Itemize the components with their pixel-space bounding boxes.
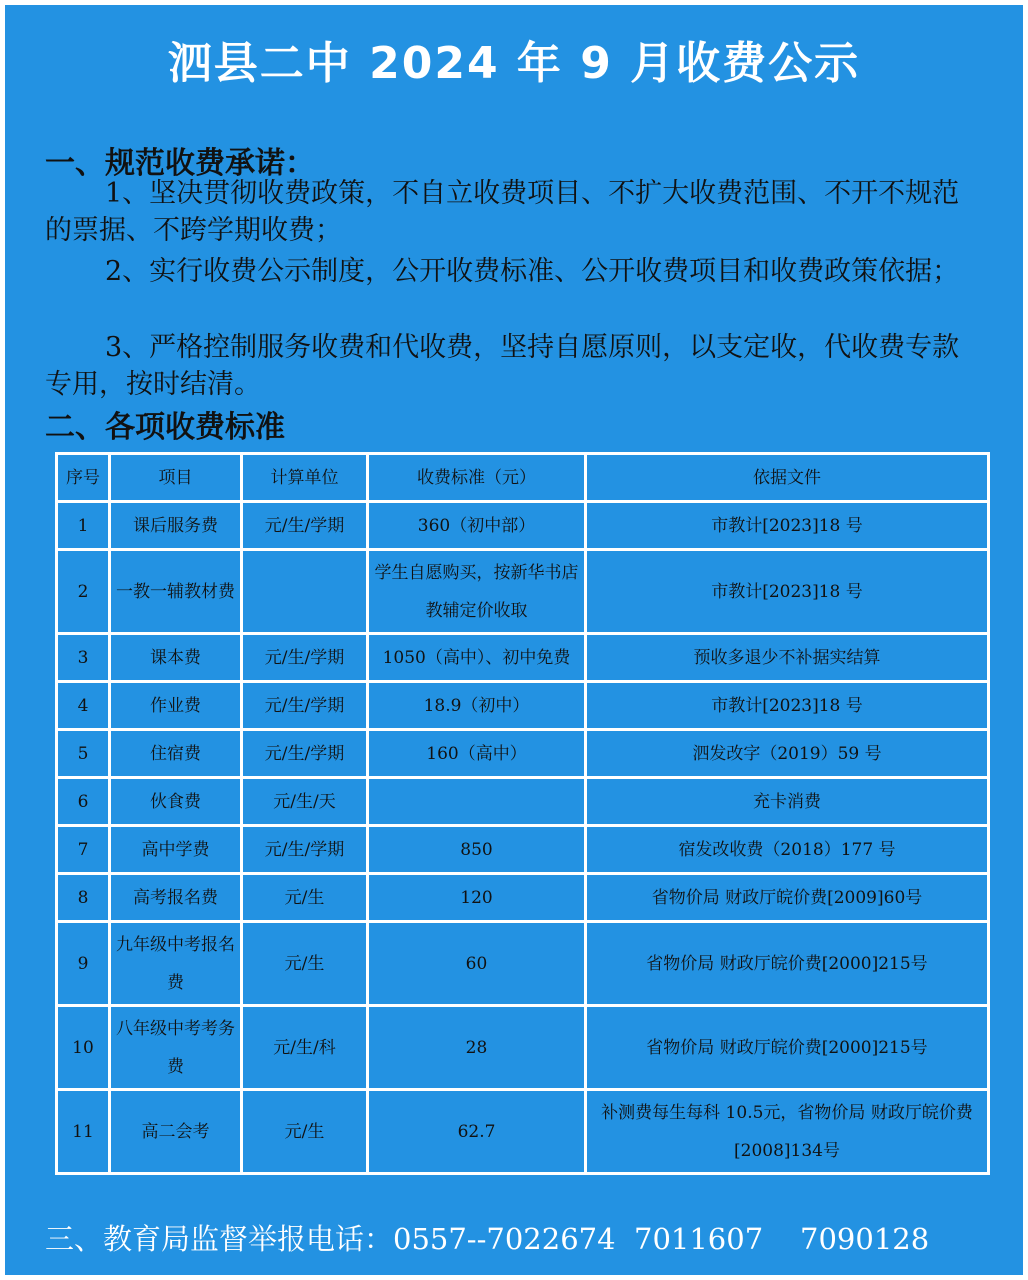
table-row bbox=[57, 1006, 989, 1090]
row-item: 高考报名费 bbox=[110, 874, 242, 922]
row-standard bbox=[368, 778, 586, 826]
row-item: 一教一辅教材费 bbox=[110, 550, 242, 634]
commitment-item-3: 3、严格控制服务收费和代收费，坚持自愿原则，以支定收，代收费专款专用，按时结清。 bbox=[45, 332, 960, 400]
row-index: 8 bbox=[57, 874, 110, 922]
table-row bbox=[57, 874, 989, 922]
section2-heading: 二、各项收费标准 bbox=[45, 410, 285, 445]
fee-table bbox=[55, 452, 990, 1175]
row-unit: 元/生/天 bbox=[242, 778, 368, 826]
row-basis: 预收多退少不补据实结算 bbox=[586, 634, 989, 682]
header-index: 序号 bbox=[57, 454, 110, 502]
table-row bbox=[57, 550, 989, 634]
row-item: 作业费 bbox=[110, 682, 242, 730]
table-row bbox=[57, 730, 989, 778]
row-index: 9 bbox=[57, 922, 110, 1006]
row-basis: 补测费每生每科 10.5元，省物价局 财政厅皖价费[2008]134号 bbox=[586, 1090, 989, 1174]
table-row bbox=[57, 778, 989, 826]
row-standard: 120 bbox=[368, 874, 586, 922]
header-item: 项目 bbox=[110, 454, 242, 502]
table-row bbox=[57, 1090, 989, 1174]
table-row bbox=[57, 826, 989, 874]
row-standard: 1050（高中）、初中免费 bbox=[368, 634, 586, 682]
row-index: 11 bbox=[57, 1090, 110, 1174]
row-item: 高中学费 bbox=[110, 826, 242, 874]
header-basis: 依据文件 bbox=[586, 454, 989, 502]
row-unit: 元/生/学期 bbox=[242, 730, 368, 778]
row-index: 7 bbox=[57, 826, 110, 874]
row-item: 课后服务费 bbox=[110, 502, 242, 550]
row-basis: 宿发改收费（2018）177 号 bbox=[586, 826, 989, 874]
row-index: 6 bbox=[57, 778, 110, 826]
row-standard: 28 bbox=[368, 1006, 586, 1090]
row-unit: 元/生 bbox=[242, 1090, 368, 1174]
row-index: 10 bbox=[57, 1006, 110, 1090]
row-item: 高二会考 bbox=[110, 1090, 242, 1174]
header-standard: 收费标准（元） bbox=[368, 454, 586, 502]
table-row bbox=[57, 682, 989, 730]
row-item: 课本费 bbox=[110, 634, 242, 682]
notice-board bbox=[5, 5, 1023, 1275]
row-index: 1 bbox=[57, 502, 110, 550]
row-item: 九年级中考报名费 bbox=[110, 922, 242, 1006]
header-unit: 计算单位 bbox=[242, 454, 368, 502]
row-basis: 市教计[2023]18 号 bbox=[586, 550, 989, 634]
row-unit: 元/生/科 bbox=[242, 1006, 368, 1090]
commitment-item-2: 2、实行收费公示制度，公开收费标准、公开收费项目和收费政策依据； bbox=[105, 256, 960, 287]
table-row bbox=[57, 922, 989, 1006]
table-row bbox=[57, 634, 989, 682]
row-basis: 省物价局 财政厅皖价费[2000]215号 bbox=[586, 1006, 989, 1090]
section1-heading: 一、规范收费承诺： bbox=[45, 146, 315, 181]
row-index: 4 bbox=[57, 682, 110, 730]
row-index: 5 bbox=[57, 730, 110, 778]
row-item: 八年级中考考务费 bbox=[110, 1006, 242, 1090]
row-unit: 元/生/学期 bbox=[242, 682, 368, 730]
table-row bbox=[57, 502, 989, 550]
row-item: 伙食费 bbox=[110, 778, 242, 826]
page-title: 泗县二中 2024 年 9 月收费公示 bbox=[167, 38, 861, 89]
row-standard: 62.7 bbox=[368, 1090, 586, 1174]
row-unit: 元/生/学期 bbox=[242, 502, 368, 550]
row-unit: 元/生/学期 bbox=[242, 826, 368, 874]
row-standard: 60 bbox=[368, 922, 586, 1006]
row-basis: 泗发改字（2019）59 号 bbox=[586, 730, 989, 778]
row-unit bbox=[242, 550, 368, 634]
row-unit: 元/生 bbox=[242, 922, 368, 1006]
row-standard: 160（高中） bbox=[368, 730, 586, 778]
row-standard: 学生自愿购买，按新华书店教辅定价收取 bbox=[368, 550, 586, 634]
row-basis: 充卡消费 bbox=[586, 778, 989, 826]
row-standard: 18.9（初中） bbox=[368, 682, 586, 730]
hotline-footer: 三、教育局监督举报电话：0557--7022674 7011607 7090128 bbox=[45, 1222, 930, 1256]
row-item: 住宿费 bbox=[110, 730, 242, 778]
row-basis: 省物价局 财政厅皖价费[2009]60号 bbox=[586, 874, 989, 922]
row-index: 2 bbox=[57, 550, 110, 634]
row-unit: 元/生 bbox=[242, 874, 368, 922]
row-basis: 省物价局 财政厅皖价费[2000]215号 bbox=[586, 922, 989, 1006]
row-basis: 市教计[2023]18 号 bbox=[586, 502, 989, 550]
row-standard: 850 bbox=[368, 826, 586, 874]
table-header-row bbox=[57, 454, 989, 502]
row-unit: 元/生/学期 bbox=[242, 634, 368, 682]
commitment-item-1: 1、坚决贯彻收费政策，不自立收费项目、不扩大收费范围、不开不规范的票据、不跨学期收费； bbox=[45, 178, 960, 246]
row-standard: 360（初中部） bbox=[368, 502, 586, 550]
row-basis: 市教计[2023]18 号 bbox=[586, 682, 989, 730]
row-index: 3 bbox=[57, 634, 110, 682]
